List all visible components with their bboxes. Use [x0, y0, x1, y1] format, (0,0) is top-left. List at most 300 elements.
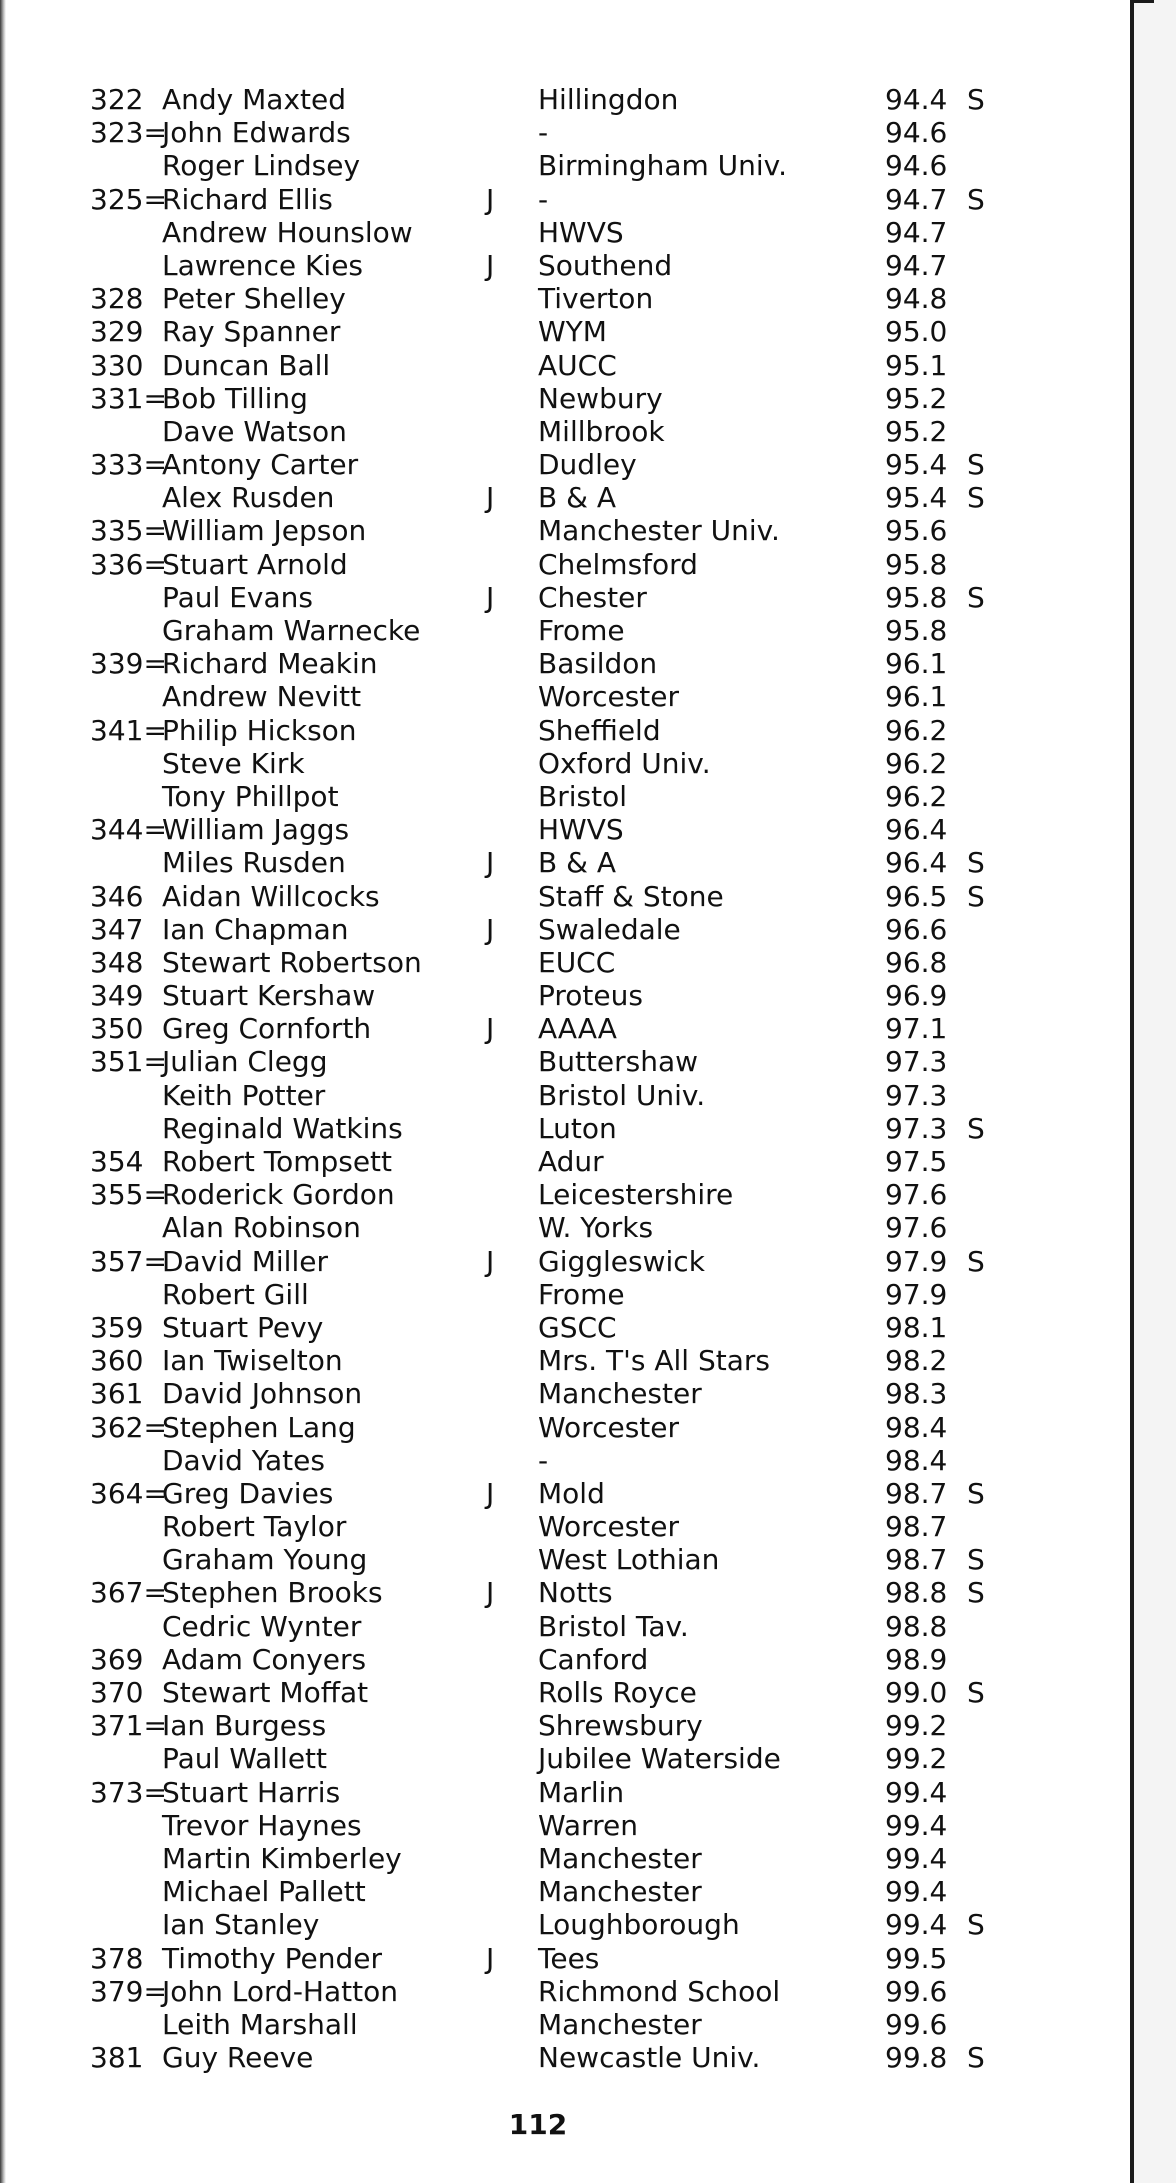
result-time: 96.9	[885, 979, 948, 1013]
result-time: 95.4	[885, 448, 948, 482]
club-name: Manchester	[538, 1377, 702, 1411]
club-name: Bristol Univ.	[538, 1078, 706, 1112]
junior-marker: J	[486, 912, 495, 946]
result-row	[0, 1344, 1120, 1377]
result-row	[0, 2008, 1120, 2041]
club-name: -	[538, 182, 549, 216]
club-name: Newcastle Univ.	[538, 2041, 761, 2075]
result-time: 95.8	[885, 580, 948, 614]
suffix-marker: S	[967, 1576, 985, 1610]
position: 329	[90, 315, 144, 349]
result-row	[0, 1377, 1120, 1410]
competitor-name: Stuart Harris	[162, 1775, 341, 1809]
club-name: EUCC	[538, 945, 616, 979]
result-time: 95.8	[885, 614, 948, 647]
competitor-name: William Jepson	[162, 514, 367, 548]
club-name: Leicestershire	[538, 1178, 734, 1212]
position: 348	[90, 945, 144, 979]
result-row	[0, 1610, 1120, 1643]
result-row	[0, 979, 1120, 1012]
club-name: Warren	[538, 1808, 638, 1842]
result-time: 98.8	[885, 1576, 948, 1610]
competitor-name: Ray Spanner	[162, 315, 341, 349]
club-name: Canford	[538, 1642, 649, 1676]
competitor-name: Antony Carter	[162, 448, 359, 482]
position: 381	[90, 2041, 144, 2075]
result-time: 94.6	[885, 149, 948, 183]
suffix-marker: S	[967, 846, 985, 880]
competitor-name: William Jaggs	[162, 813, 350, 847]
result-time: 95.6	[885, 514, 948, 548]
suffix-marker: S	[967, 182, 985, 216]
position: 351=	[90, 1045, 167, 1079]
result-row	[0, 1444, 1120, 1477]
result-row	[0, 614, 1120, 647]
result-time: 98.7	[885, 1543, 948, 1577]
result-row	[0, 714, 1120, 747]
position: 373=	[90, 1775, 167, 1809]
suffix-marker: S	[967, 1543, 985, 1577]
result-time: 97.1	[885, 1012, 948, 1046]
junior-marker: J	[486, 1012, 495, 1046]
competitor-name: Timothy Pender	[162, 1941, 382, 1975]
result-time: 99.6	[885, 1974, 948, 2008]
result-row	[0, 481, 1120, 514]
club-name: West Lothian	[538, 1543, 720, 1577]
result-row	[0, 1942, 1120, 1975]
club-name: Frome	[538, 614, 625, 647]
club-name: B & A	[538, 846, 616, 880]
result-row	[0, 1211, 1120, 1244]
result-time: 97.9	[885, 1244, 948, 1278]
club-name: Oxford Univ.	[538, 746, 711, 780]
club-name: Mold	[538, 1476, 605, 1510]
junior-marker: J	[486, 1244, 495, 1278]
competitor-name: Robert Tompsett	[162, 1145, 393, 1178]
club-name: Worcester	[538, 1410, 679, 1444]
position: 361	[90, 1377, 144, 1411]
result-row	[0, 183, 1120, 216]
result-time: 98.7	[885, 1476, 948, 1510]
competitor-name: Bob Tilling	[162, 381, 308, 415]
position: 330	[90, 348, 144, 382]
result-time: 99.4	[885, 1875, 948, 1909]
competitor-name: Richard Meakin	[162, 647, 378, 681]
position: 364=	[90, 1476, 167, 1510]
result-time: 99.0	[885, 1676, 948, 1709]
result-time: 96.2	[885, 779, 948, 813]
competitor-name: Trevor Haynes	[162, 1808, 362, 1842]
position: 325=	[90, 182, 167, 216]
result-time: 97.6	[885, 1211, 948, 1245]
result-time: 95.2	[885, 414, 948, 448]
competitor-name: Lawrence Kies	[162, 248, 364, 282]
position: 335=	[90, 514, 167, 548]
result-row	[0, 1045, 1120, 1078]
result-row	[0, 1742, 1120, 1775]
result-row	[0, 83, 1120, 116]
result-row	[0, 382, 1120, 415]
position: 328	[90, 282, 144, 316]
competitor-name: David Johnson	[162, 1377, 363, 1411]
result-row	[0, 448, 1120, 481]
club-name: Staff & Stone	[538, 879, 724, 913]
club-name: WYM	[538, 315, 607, 349]
club-name: Giggleswick	[538, 1244, 705, 1278]
club-name: Richmond School	[538, 1974, 781, 2008]
position: 362=	[90, 1410, 167, 1444]
result-time: 96.6	[885, 912, 948, 946]
junior-marker: J	[486, 846, 495, 880]
competitor-name: Andrew Nevitt	[162, 680, 362, 714]
club-name: HWVS	[538, 813, 624, 847]
result-time: 99.2	[885, 1742, 948, 1776]
result-time: 96.1	[885, 647, 948, 681]
position: 347	[90, 912, 144, 946]
competitor-name: Philip Hickson	[162, 713, 357, 747]
result-row	[0, 149, 1120, 182]
position: 323=	[90, 116, 167, 150]
junior-marker: J	[486, 248, 495, 282]
junior-marker: J	[486, 1476, 495, 1510]
competitor-name: Aidan Willcocks	[162, 879, 380, 913]
result-time: 95.4	[885, 481, 948, 515]
position: 370	[90, 1676, 144, 1709]
club-name: Buttershaw	[538, 1045, 699, 1079]
result-row	[0, 846, 1120, 879]
result-time: 97.9	[885, 1277, 948, 1311]
result-row	[0, 1411, 1120, 1444]
competitor-name: Stuart Kershaw	[162, 979, 376, 1013]
result-row	[0, 880, 1120, 913]
result-time: 95.2	[885, 381, 948, 415]
result-row	[0, 1676, 1120, 1709]
club-name: -	[538, 1443, 549, 1477]
club-name: Proteus	[538, 979, 643, 1013]
club-name: HWVS	[538, 215, 624, 249]
club-name: Bristol	[538, 779, 627, 813]
competitor-name: John Edwards	[162, 116, 351, 150]
competitor-name: Dave Watson	[162, 414, 347, 448]
results-listing	[0, 83, 1120, 2074]
club-name: Manchester	[538, 2007, 702, 2041]
club-name: Southend	[538, 248, 673, 282]
competitor-name: Ian Chapman	[162, 912, 349, 946]
result-row	[0, 1709, 1120, 1742]
club-name: GSCC	[538, 1310, 617, 1344]
result-time: 98.4	[885, 1443, 948, 1477]
competitor-name: Duncan Ball	[162, 348, 331, 382]
competitor-name: Stewart Robertson	[162, 945, 422, 979]
result-row	[0, 349, 1120, 382]
result-time: 97.3	[885, 1045, 948, 1079]
result-time: 94.7	[885, 182, 948, 216]
result-row	[0, 1178, 1120, 1211]
club-name: Hillingdon	[538, 83, 679, 116]
result-row	[0, 1643, 1120, 1676]
club-name: Worcester	[538, 680, 679, 714]
suffix-marker: S	[967, 580, 985, 614]
competitor-name: Guy Reeve	[162, 2041, 314, 2075]
result-row	[0, 1776, 1120, 1809]
position: 369	[90, 1642, 144, 1676]
club-name: Rolls Royce	[538, 1676, 697, 1709]
junior-marker: J	[486, 1941, 495, 1975]
result-row	[0, 1278, 1120, 1311]
competitor-name: John Lord-Hatton	[162, 1974, 398, 2008]
club-name: Loughborough	[538, 1908, 740, 1942]
club-name: Millbrook	[538, 414, 665, 448]
club-name: Jubilee Waterside	[538, 1742, 781, 1776]
club-name: -	[538, 116, 549, 150]
position: 346	[90, 879, 144, 913]
result-time: 99.5	[885, 1941, 948, 1975]
competitor-name: Stewart Moffat	[162, 1676, 369, 1709]
result-time: 98.1	[885, 1310, 948, 1344]
result-row	[0, 581, 1120, 614]
position: 341=	[90, 713, 167, 747]
result-time: 98.2	[885, 1344, 948, 1378]
competitor-name: Greg Davies	[162, 1476, 334, 1510]
result-row	[0, 680, 1120, 713]
page-right-margin	[1134, 0, 1176, 2183]
club-name: Bristol Tav.	[538, 1609, 689, 1643]
club-name: Birmingham Univ.	[538, 149, 787, 183]
competitor-name: Stuart Pevy	[162, 1310, 324, 1344]
competitor-name: Julian Clegg	[162, 1045, 328, 1079]
position: 367=	[90, 1576, 167, 1610]
result-time: 96.4	[885, 813, 948, 847]
result-row	[0, 747, 1120, 780]
result-time: 98.9	[885, 1642, 948, 1676]
position: 331=	[90, 381, 167, 415]
result-time: 94.6	[885, 116, 948, 150]
suffix-marker: S	[967, 83, 985, 116]
result-time: 96.1	[885, 680, 948, 714]
competitor-name: Graham Warnecke	[162, 614, 421, 647]
club-name: Adur	[538, 1145, 604, 1178]
suffix-marker: S	[967, 1908, 985, 1942]
club-name: Notts	[538, 1576, 613, 1610]
club-name: AUCC	[538, 348, 617, 382]
club-name: Frome	[538, 1277, 625, 1311]
result-row	[0, 813, 1120, 846]
result-time: 98.8	[885, 1609, 948, 1643]
club-name: Mrs. T's All Stars	[538, 1344, 770, 1378]
result-time: 99.8	[885, 2041, 948, 2075]
result-row	[0, 1842, 1120, 1875]
result-time: 95.1	[885, 348, 948, 382]
junior-marker: J	[486, 481, 495, 515]
result-time: 99.4	[885, 1775, 948, 1809]
club-name: Manchester Univ.	[538, 514, 780, 548]
suffix-marker: S	[967, 1676, 985, 1709]
club-name: W. Yorks	[538, 1211, 654, 1245]
position: 379=	[90, 1974, 167, 2008]
competitor-name: Michael Pallett	[162, 1875, 366, 1909]
competitor-name: Andrew Hounslow	[162, 215, 413, 249]
competitor-name: Paul Evans	[162, 580, 313, 614]
result-time: 94.7	[885, 248, 948, 282]
suffix-marker: S	[967, 1476, 985, 1510]
result-time: 96.8	[885, 945, 948, 979]
club-name: Luton	[538, 1111, 617, 1145]
competitor-name: Steve Kirk	[162, 746, 305, 780]
result-time: 97.6	[885, 1178, 948, 1212]
competitor-name: David Miller	[162, 1244, 328, 1278]
competitor-name: Miles Rusden	[162, 846, 346, 880]
result-time: 96.5	[885, 879, 948, 913]
club-name: Tiverton	[538, 282, 654, 316]
suffix-marker: S	[967, 879, 985, 913]
result-row	[0, 1012, 1120, 1045]
result-time: 99.4	[885, 1841, 948, 1875]
position: 360	[90, 1344, 144, 1378]
page-right-edge	[1130, 0, 1134, 2183]
competitor-name: Adam Conyers	[162, 1642, 367, 1676]
club-name: Chelmsford	[538, 547, 698, 581]
result-row	[0, 1079, 1120, 1112]
result-time: 99.6	[885, 2007, 948, 2041]
competitor-name: Andy Maxted	[162, 83, 347, 116]
competitor-name: Robert Taylor	[162, 1510, 347, 1544]
result-time: 96.2	[885, 746, 948, 780]
competitor-name: Stuart Arnold	[162, 547, 348, 581]
result-time: 97.3	[885, 1111, 948, 1145]
position: 371=	[90, 1709, 167, 1743]
result-time: 98.3	[885, 1377, 948, 1411]
result-time: 94.7	[885, 215, 948, 249]
result-row	[0, 780, 1120, 813]
position: 349	[90, 979, 144, 1013]
result-row	[0, 415, 1120, 448]
suffix-marker: S	[967, 2041, 985, 2075]
suffix-marker: S	[967, 1111, 985, 1145]
result-time: 97.3	[885, 1078, 948, 1112]
club-name: Newbury	[538, 381, 663, 415]
competitor-name: Graham Young	[162, 1543, 368, 1577]
competitor-name: Ian Twiselton	[162, 1344, 343, 1378]
result-time: 99.2	[885, 1709, 948, 1743]
club-name: Sheffield	[538, 713, 661, 747]
result-row	[0, 548, 1120, 581]
competitor-name: Keith Potter	[162, 1078, 326, 1112]
result-row	[0, 1112, 1120, 1145]
result-row	[0, 216, 1120, 249]
result-time: 97.5	[885, 1145, 948, 1178]
club-name: Tees	[538, 1941, 600, 1975]
competitor-name: Roderick Gordon	[162, 1178, 395, 1212]
result-time: 98.4	[885, 1410, 948, 1444]
position: 333=	[90, 448, 167, 482]
competitor-name: Richard Ellis	[162, 182, 333, 216]
position: 350	[90, 1012, 144, 1046]
competitor-name: Ian Burgess	[162, 1709, 327, 1743]
competitor-name: Cedric Wynter	[162, 1609, 362, 1643]
competitor-name: Paul Wallett	[162, 1742, 328, 1776]
result-row	[0, 514, 1120, 547]
result-row	[0, 1311, 1120, 1344]
result-row	[0, 1908, 1120, 1941]
club-name: Shrewsbury	[538, 1709, 703, 1743]
club-name: Basildon	[538, 647, 658, 681]
competitor-name: Ian Stanley	[162, 1908, 320, 1942]
junior-marker: J	[486, 580, 495, 614]
result-row	[0, 1875, 1120, 1908]
result-time: 98.7	[885, 1510, 948, 1544]
result-time: 99.4	[885, 1808, 948, 1842]
result-row	[0, 1510, 1120, 1543]
result-row	[0, 647, 1120, 680]
result-row	[0, 249, 1120, 282]
suffix-marker: S	[967, 1244, 985, 1278]
result-time: 99.4	[885, 1908, 948, 1942]
result-row	[0, 1543, 1120, 1576]
competitor-name: Tony Phillpot	[162, 779, 339, 813]
page-number: 112	[508, 2108, 568, 2141]
result-row	[0, 1809, 1120, 1842]
result-time: 94.8	[885, 282, 948, 316]
result-row	[0, 315, 1120, 348]
page-corner-mark	[1134, 0, 1154, 13]
club-name: Manchester	[538, 1875, 702, 1909]
competitor-name: Robert Gill	[162, 1277, 309, 1311]
competitor-name: Greg Cornforth	[162, 1012, 372, 1046]
result-row	[0, 913, 1120, 946]
suffix-marker: S	[967, 448, 985, 482]
position: 359	[90, 1310, 144, 1344]
club-name: Dudley	[538, 448, 637, 482]
position: 357=	[90, 1244, 167, 1278]
result-time: 94.4	[885, 83, 948, 116]
competitor-name: Stephen Brooks	[162, 1576, 383, 1610]
club-name: AAAA	[538, 1012, 617, 1046]
position: 344=	[90, 813, 167, 847]
result-time: 96.4	[885, 846, 948, 880]
position: 339=	[90, 647, 167, 681]
position: 378	[90, 1941, 144, 1975]
result-row	[0, 1975, 1120, 2008]
club-name: Worcester	[538, 1510, 679, 1544]
result-row	[0, 1576, 1120, 1609]
suffix-marker: S	[967, 481, 985, 515]
competitor-name: Roger Lindsey	[162, 149, 361, 183]
club-name: Swaledale	[538, 912, 681, 946]
club-name: Chester	[538, 580, 647, 614]
club-name: Marlin	[538, 1775, 625, 1809]
competitor-name: Leith Marshall	[162, 2007, 358, 2041]
result-time: 95.0	[885, 315, 948, 349]
result-row	[0, 2041, 1120, 2074]
result-row	[0, 116, 1120, 149]
competitor-name: Stephen Lang	[162, 1410, 356, 1444]
position: 355=	[90, 1178, 167, 1212]
result-row	[0, 1145, 1120, 1178]
competitor-name: Alan Robinson	[162, 1211, 361, 1245]
competitor-name: Reginald Watkins	[162, 1111, 403, 1145]
junior-marker: J	[486, 182, 495, 216]
competitor-name: Alex Rusden	[162, 481, 335, 515]
competitor-name: Peter Shelley	[162, 282, 346, 316]
junior-marker: J	[486, 1576, 495, 1610]
result-row	[0, 1245, 1120, 1278]
position: 354	[90, 1145, 144, 1178]
result-row	[0, 1477, 1120, 1510]
competitor-name: Martin Kimberley	[162, 1841, 402, 1875]
club-name: B & A	[538, 481, 616, 515]
position: 336=	[90, 547, 167, 581]
result-time: 96.2	[885, 713, 948, 747]
